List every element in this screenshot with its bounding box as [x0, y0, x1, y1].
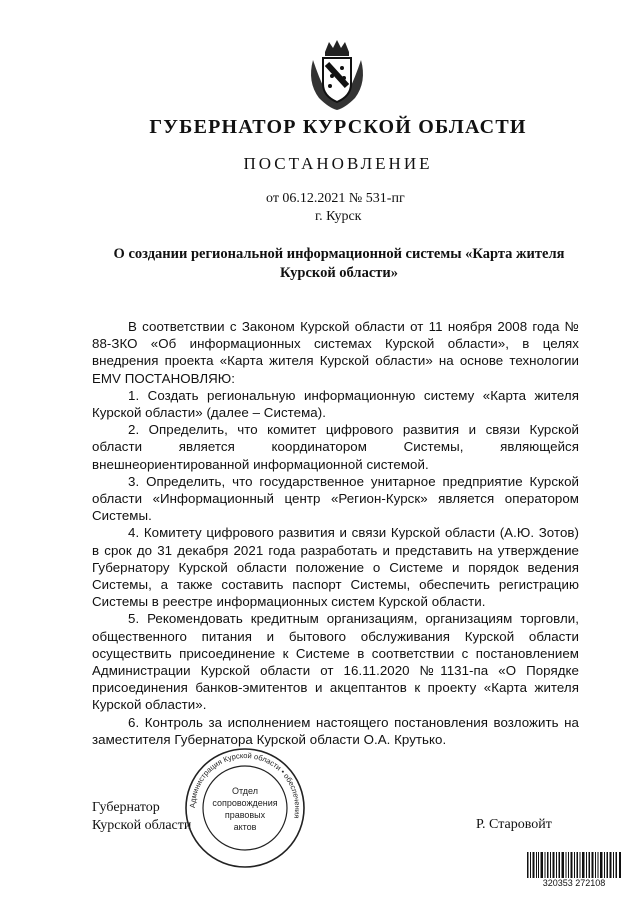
clause-paragraph: 5. Рекомендовать кредитным организациям, организациям торговли, общественного питания и бытового обслуживания Курской области осуществить присоединение к Системе в соответствии с постановлением Администрации Курской области от 16.11.2020 №1131-па «О Порядке присоединения банков-эмитентов и акцептантов к проекту «Карта жителя Курской области». [92, 611, 579, 713]
signatory-role-line: Курской области [92, 818, 192, 833]
preamble-paragraph: В соответствии с Законом Курской области от 11 ноября 2008 года № 88-ЗКО «Об информационных системах Курской области», в целях внедрения проекта «Карта жителя Курской области» на основе технологии EMV ПОСТАНОВЛЯЮ: [92, 319, 579, 386]
document-subject: О создании региональной информационной системы «Карта жителя Курской области» [113, 246, 565, 281]
stamp-line: правовых [224, 810, 266, 820]
clause-paragraph: 1. Создать региональную информационную систему «Карта жителя Курской области» (далее – Система). [92, 387, 579, 421]
clause-paragraph: 2. Определить, что комитет цифрового развития и связи Курской области является координатором Системы, являющейся внешнеориентированной информационной системой. [92, 422, 579, 472]
stamp-ring-text: Администрация Курской области • обеспечения [187, 750, 303, 820]
clause-paragraph: 4. Комитету цифрового развития и связи Курской области (А.Ю. Зотов) в срок до 31 декабря 2021 года разработать и представить на утверждение Губернатору Курской области положение о Системе и порядок ведения Системы, а также составить паспорт Системы, обеспечить регистрацию Системы в реестре информационных систем Курской области. [92, 525, 579, 610]
office-stamp [183, 746, 307, 870]
signatory-role-line: Губернатор [92, 800, 160, 815]
clause-paragraph: 6. Контроль за исполнением настоящего постановления возложить на заместителя Губернатора Курской области О.А. Крутько. [92, 714, 579, 747]
clause-paragraph: 3. Определить, что государственное унитарное предприятие Курской области «Информационный центр «Регион-Курск» является оператором Системы. [92, 473, 579, 524]
signatory-name: Р. Старовойт [476, 817, 552, 832]
date-number-line: от 06.12.2021 № 531-пг [266, 191, 405, 206]
document-body [92, 318, 579, 748]
place-line: г. Курск [315, 209, 362, 224]
stamp-line: актов [233, 822, 257, 832]
stamp-line: Отдел [231, 786, 259, 796]
signatory-role [92, 799, 191, 835]
kursk-coat-of-arms-icon [305, 38, 369, 112]
barcode-number: 320353 272108 [527, 878, 621, 888]
authority-title: ГУБЕРНАТОР КУРСКОЙ ОБЛАСТИ [149, 116, 527, 138]
stamp-line: сопровождения [212, 798, 278, 808]
document-type-title: ПОСТАНОВЛЕНИЕ [243, 154, 433, 173]
